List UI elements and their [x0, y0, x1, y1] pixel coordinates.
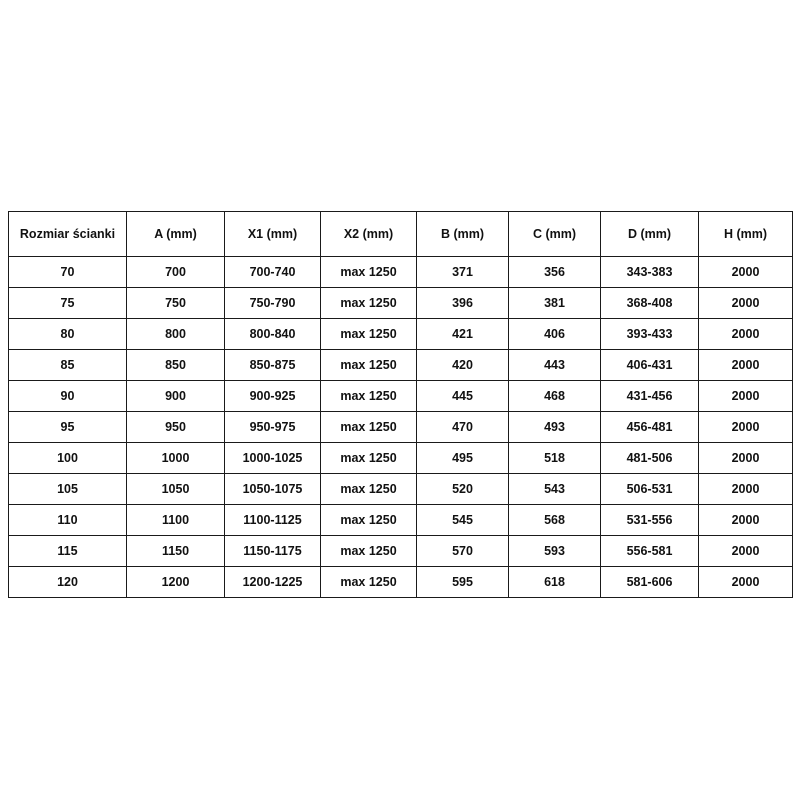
cell-h: 2000: [699, 412, 793, 443]
cell-c: 568: [509, 505, 601, 536]
cell-x1: 1150-1175: [225, 536, 321, 567]
cell-h: 2000: [699, 474, 793, 505]
cell-x2: max 1250: [321, 443, 417, 474]
cell-x2: max 1250: [321, 319, 417, 350]
cell-b: 520: [417, 474, 509, 505]
cell-b: 396: [417, 288, 509, 319]
cell-x2: max 1250: [321, 350, 417, 381]
cell-c: 468: [509, 381, 601, 412]
column-header-a: A (mm): [127, 212, 225, 257]
cell-c: 593: [509, 536, 601, 567]
cell-b: 545: [417, 505, 509, 536]
cell-c: 381: [509, 288, 601, 319]
cell-x1: 950-975: [225, 412, 321, 443]
column-header-x1: X1 (mm): [225, 212, 321, 257]
cell-b: 495: [417, 443, 509, 474]
cell-rozmiar-scianki: 75: [9, 288, 127, 319]
cell-x2: max 1250: [321, 257, 417, 288]
cell-a: 800: [127, 319, 225, 350]
cell-b: 420: [417, 350, 509, 381]
cell-c: 406: [509, 319, 601, 350]
table-row: [9, 443, 793, 474]
cell-x1: 850-875: [225, 350, 321, 381]
cell-x1: 900-925: [225, 381, 321, 412]
cell-x1: 1100-1125: [225, 505, 321, 536]
cell-x1: 1000-1025: [225, 443, 321, 474]
cell-d: 406-431: [601, 350, 699, 381]
cell-d: 456-481: [601, 412, 699, 443]
cell-d: 343-383: [601, 257, 699, 288]
cell-rozmiar-scianki: 70: [9, 257, 127, 288]
specification-table-container: [8, 211, 792, 598]
cell-b: 371: [417, 257, 509, 288]
cell-d: 506-531: [601, 474, 699, 505]
table-row: [9, 505, 793, 536]
cell-d: 581-606: [601, 567, 699, 598]
cell-x1: 750-790: [225, 288, 321, 319]
cell-d: 531-556: [601, 505, 699, 536]
cell-x2: max 1250: [321, 412, 417, 443]
table-row: [9, 567, 793, 598]
cell-a: 1100: [127, 505, 225, 536]
cell-a: 700: [127, 257, 225, 288]
cell-rozmiar-scianki: 120: [9, 567, 127, 598]
cell-h: 2000: [699, 319, 793, 350]
cell-rozmiar-scianki: 110: [9, 505, 127, 536]
cell-b: 570: [417, 536, 509, 567]
cell-b: 445: [417, 381, 509, 412]
cell-c: 493: [509, 412, 601, 443]
cell-rozmiar-scianki: 90: [9, 381, 127, 412]
cell-a: 750: [127, 288, 225, 319]
column-header-rozmiar-scianki: Rozmiar ścianki: [9, 212, 127, 257]
table-row: [9, 319, 793, 350]
cell-b: 470: [417, 412, 509, 443]
cell-c: 356: [509, 257, 601, 288]
table-row: [9, 257, 793, 288]
cell-h: 2000: [699, 381, 793, 412]
column-header-c: C (mm): [509, 212, 601, 257]
cell-c: 518: [509, 443, 601, 474]
cell-d: 431-456: [601, 381, 699, 412]
cell-x2: max 1250: [321, 567, 417, 598]
cell-c: 543: [509, 474, 601, 505]
cell-x2: max 1250: [321, 288, 417, 319]
cell-rozmiar-scianki: 85: [9, 350, 127, 381]
cell-a: 1200: [127, 567, 225, 598]
cell-d: 393-433: [601, 319, 699, 350]
cell-x2: max 1250: [321, 381, 417, 412]
column-header-d: D (mm): [601, 212, 699, 257]
cell-a: 1000: [127, 443, 225, 474]
column-header-x2: X2 (mm): [321, 212, 417, 257]
cell-d: 481-506: [601, 443, 699, 474]
cell-a: 900: [127, 381, 225, 412]
specification-table: [8, 211, 793, 598]
table-row: [9, 474, 793, 505]
cell-h: 2000: [699, 536, 793, 567]
cell-h: 2000: [699, 443, 793, 474]
cell-x2: max 1250: [321, 474, 417, 505]
cell-h: 2000: [699, 288, 793, 319]
cell-b: 421: [417, 319, 509, 350]
cell-c: 443: [509, 350, 601, 381]
cell-a: 1150: [127, 536, 225, 567]
cell-rozmiar-scianki: 100: [9, 443, 127, 474]
cell-d: 368-408: [601, 288, 699, 319]
cell-x1: 1200-1225: [225, 567, 321, 598]
table-row: [9, 288, 793, 319]
cell-x1: 800-840: [225, 319, 321, 350]
cell-rozmiar-scianki: 105: [9, 474, 127, 505]
cell-x1: 700-740: [225, 257, 321, 288]
cell-h: 2000: [699, 257, 793, 288]
cell-a: 850: [127, 350, 225, 381]
table-header-row: [9, 212, 793, 257]
cell-rozmiar-scianki: 80: [9, 319, 127, 350]
cell-rozmiar-scianki: 95: [9, 412, 127, 443]
cell-a: 1050: [127, 474, 225, 505]
cell-x2: max 1250: [321, 536, 417, 567]
cell-d: 556-581: [601, 536, 699, 567]
column-header-b: B (mm): [417, 212, 509, 257]
table-row: [9, 536, 793, 567]
cell-x1: 1050-1075: [225, 474, 321, 505]
table-row: [9, 381, 793, 412]
cell-h: 2000: [699, 505, 793, 536]
table-row: [9, 412, 793, 443]
cell-b: 595: [417, 567, 509, 598]
cell-h: 2000: [699, 350, 793, 381]
table-row: [9, 350, 793, 381]
cell-a: 950: [127, 412, 225, 443]
cell-c: 618: [509, 567, 601, 598]
cell-h: 2000: [699, 567, 793, 598]
column-header-h: H (mm): [699, 212, 793, 257]
cell-rozmiar-scianki: 115: [9, 536, 127, 567]
cell-x2: max 1250: [321, 505, 417, 536]
